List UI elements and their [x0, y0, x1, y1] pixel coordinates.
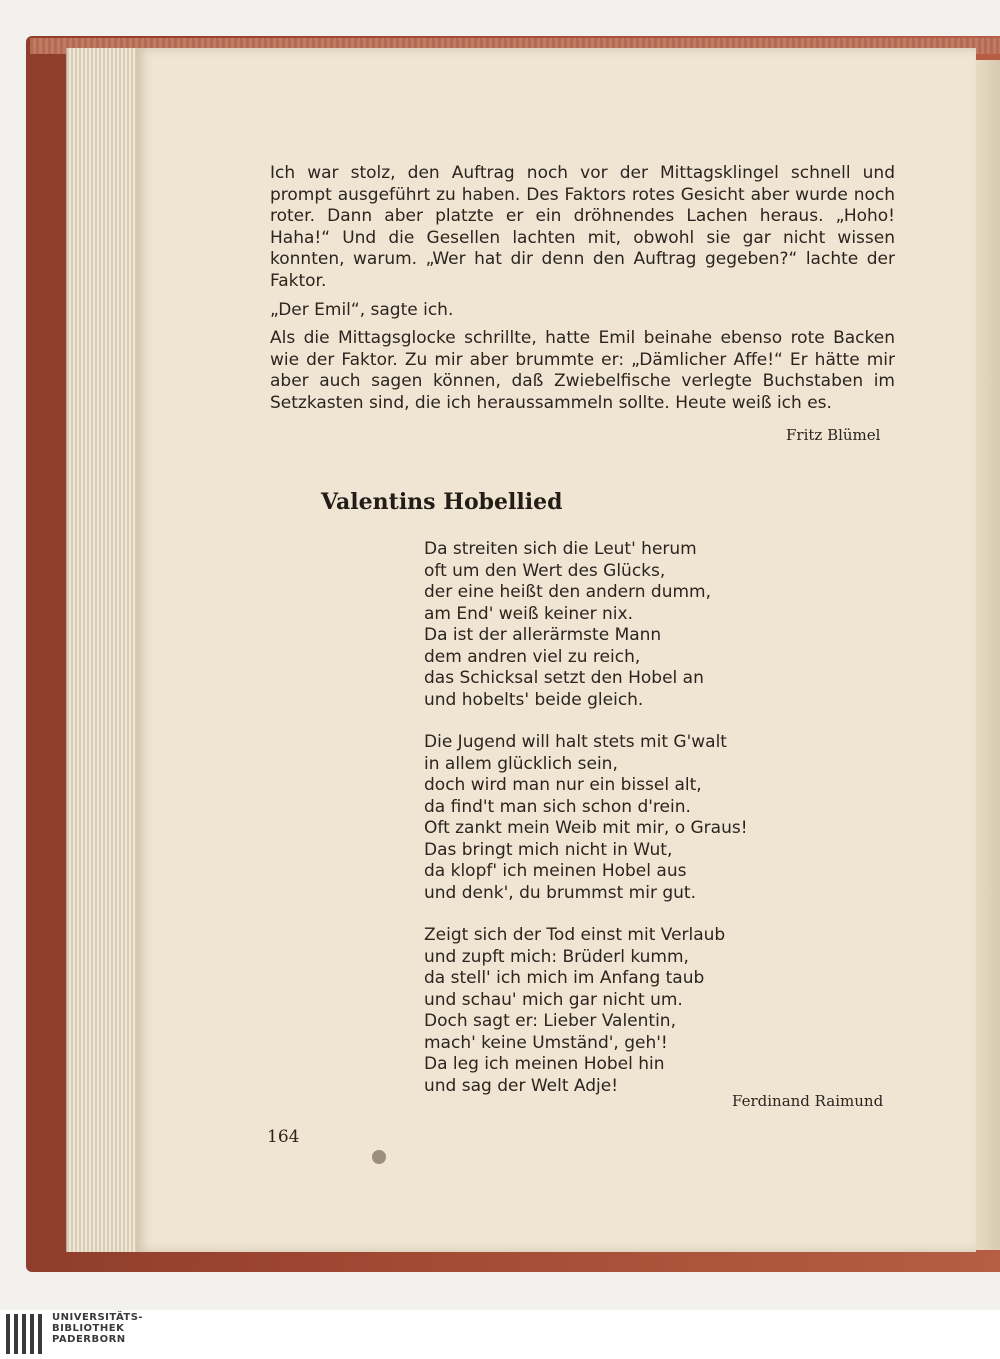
- poem-line: und sag der Welt Adje!: [424, 1075, 619, 1096]
- paper-stain: [372, 1150, 386, 1164]
- library-footer: [0, 1310, 1000, 1359]
- logo-line: BIBLIOTHEK: [52, 1323, 125, 1334]
- poem: [424, 539, 864, 1118]
- poem-line: Da leg ich meinen Hobel hin: [424, 1054, 665, 1074]
- poem-stanza: [424, 732, 864, 904]
- poem-line: da stell' ich mich im Anfang taub: [424, 968, 705, 988]
- poem-line: am End' weiß keiner nix.: [424, 603, 633, 624]
- poem-line: da find't man sich schon d'rein.: [424, 796, 691, 817]
- poem-line: und denk', du brummst mir gut.: [424, 882, 696, 903]
- poem-line: Zeigt sich der Tod einst mit Verlaub: [424, 925, 726, 945]
- poem-line: doch wird man nur ein bissel alt,: [424, 775, 702, 795]
- poem-line: da klopf' ich meinen Hobel aus: [424, 861, 687, 881]
- poem-line: Da ist der allerärmste Mann: [424, 625, 662, 645]
- page-number: 164: [267, 1127, 300, 1147]
- poem-line: Da streiten sich die Leut' herum: [424, 539, 697, 559]
- poem-line: Doch sagt er: Lieber Valentin,: [424, 1011, 676, 1031]
- poem-title: Valentins Hobellied: [321, 489, 563, 515]
- prose-paragraph: Als die Mittagsglocke schrillte, hatte Emil beinahe ebenso rote Backen wie der Faktor. Zu mir aber brummte er: „Dämlicher Affe!“ Er hätte mir aber auch sagen können, daß Zwiebelfische verlegte Buchstaben im Setzkasten sind, die ich heraussammeln sollte. Heute weiß ich es.: [270, 328, 895, 413]
- poem-line: in allem glücklich sein,: [424, 753, 618, 774]
- poem-line: und hobelts' beide gleich.: [424, 689, 644, 710]
- facing-page-edge: [974, 60, 1000, 1250]
- prose-author: Fritz Blümel: [786, 426, 881, 444]
- poem-line: und schau' mich gar nicht um.: [424, 989, 683, 1010]
- poem-stanza: [424, 925, 864, 1097]
- poem-line: Das bringt mich nicht in Wut,: [424, 839, 673, 860]
- library-logo-icon: [6, 1312, 44, 1356]
- poem-author: Ferdinand Raimund: [732, 1092, 884, 1110]
- poem-stanza: [424, 539, 864, 711]
- poem-line: dem andren viel zu reich,: [424, 646, 641, 667]
- poem-line: der eine heißt den andern dumm,: [424, 582, 712, 602]
- poem-line: oft um den Wert des Glücks,: [424, 560, 666, 581]
- prose-paragraph: „Der Emil“, sagte ich.: [270, 299, 454, 320]
- logo-line: UNIVERSITÄTS-: [52, 1312, 144, 1323]
- poem-line: Oft zankt mein Weib mit mir, o Graus!: [424, 818, 748, 838]
- poem-line: das Schicksal setzt den Hobel an: [424, 668, 704, 688]
- poem-line: Die Jugend will halt stets mit G'walt: [424, 732, 727, 752]
- logo-line: PADERBORN: [52, 1334, 126, 1345]
- poem-line: mach' keine Umständ', geh'!: [424, 1032, 668, 1053]
- prose-paragraph: Ich war stolz, den Auftrag noch vor der Mittagsklingel schnell und prompt ausgeführt zu haben. Des Faktors rotes Gesicht aber wurde noch roter. Dann aber platzte er ein dröhnendes Lachen heraus. „Hoho! Haha!“ Und die Gesellen lachten mit, obwohl sie gar nicht wissen konnten, warum. „Wer hat dir denn den Auftrag gegeben?“ lachte der Faktor.: [270, 163, 895, 291]
- page-stack-edges: [66, 48, 141, 1252]
- poem-line: und zupft mich: Brüderl kumm,: [424, 946, 689, 967]
- prose-text: [270, 163, 895, 422]
- library-logo-text: [52, 1312, 143, 1345]
